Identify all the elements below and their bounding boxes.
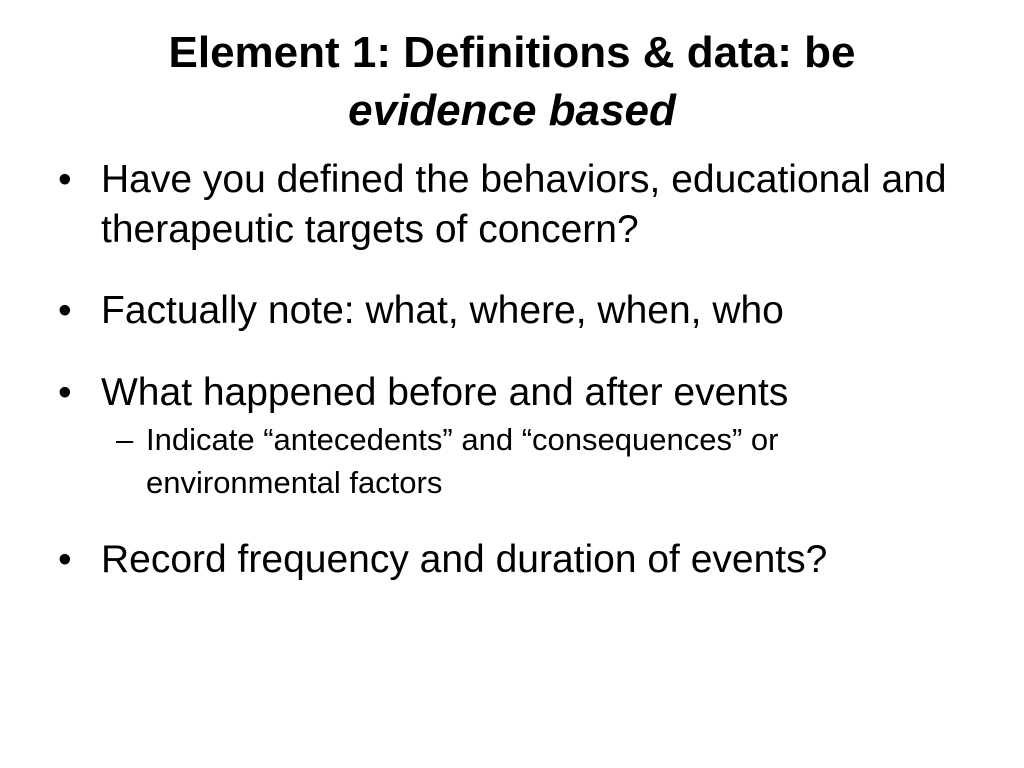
title-line-1: Element 1: Definitions & data: be	[168, 28, 856, 77]
bullet-item	[58, 286, 1008, 336]
bullet-text: What happened before and after events	[101, 371, 789, 414]
sub-bullet-text: Indicate “antecedents” and “consequences” or environmental factors	[146, 422, 779, 500]
bullet-marker: •	[58, 538, 72, 581]
sub-bullet-marker: –	[116, 422, 134, 457]
bullet-marker: •	[58, 158, 72, 201]
slide-title	[0, 24, 1024, 140]
bullet-marker: •	[58, 371, 72, 414]
bullet-item	[58, 368, 1008, 418]
bullet-item	[58, 535, 1008, 585]
bullet-item	[58, 155, 1008, 255]
bullet-list	[58, 155, 1008, 585]
bullet-marker: •	[58, 289, 72, 332]
bullet-text: Factually note: what, where, when, who	[101, 289, 784, 332]
title-line-2: evidence based	[348, 86, 676, 135]
sub-bullet-item	[116, 418, 936, 504]
bullet-text: Have you defined the behaviors, educational and therapeutic targets of concern?	[101, 158, 947, 251]
bullet-text: Record frequency and duration of events?	[101, 538, 828, 581]
